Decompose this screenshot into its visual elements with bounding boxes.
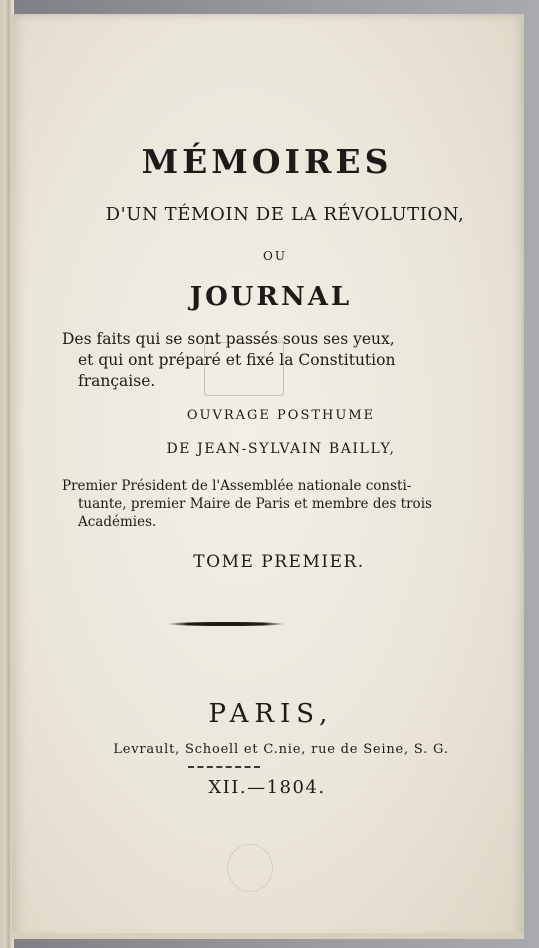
conjunction-ou: OU (263, 249, 287, 263)
work-type: OUVRAGE POSTHUME (186, 408, 376, 423)
volume-label: TOME PREMIER. (193, 552, 365, 572)
blind-stamp (227, 844, 273, 892)
author-name: DE JEAN-SYLVAIN BAILLY, (166, 441, 396, 457)
ornamental-rule (167, 622, 285, 626)
title-page (12, 14, 524, 939)
imprint-city: PARIS, (208, 699, 334, 729)
author-title-line: Premier Président de l'Assemblée nationale consti- (62, 478, 412, 494)
description-line: Des faits qui se sont passés sous ses yeux, (62, 330, 395, 348)
book-subtitle: D'UN TÉMOIN DE LA RÉVOLUTION, (105, 204, 465, 225)
alternate-title: JOURNAL (189, 282, 353, 312)
author-title-line: tuante, premier Maire de Paris et membre des trois (78, 496, 432, 512)
ornamental-dashes (188, 766, 260, 770)
page-edge (12, 933, 524, 939)
imprint-publisher: Levrault, Schoell et C.nie, rue de Seine, S. G. (113, 742, 449, 757)
description-line: française. (78, 372, 156, 390)
description-line: et qui ont préparé et fixé la Constitution (78, 351, 396, 369)
imprint-date: XII.—1804. (208, 777, 326, 798)
book-title: MÉMOIRES (141, 142, 393, 181)
author-title-line: Académies. (78, 514, 157, 530)
